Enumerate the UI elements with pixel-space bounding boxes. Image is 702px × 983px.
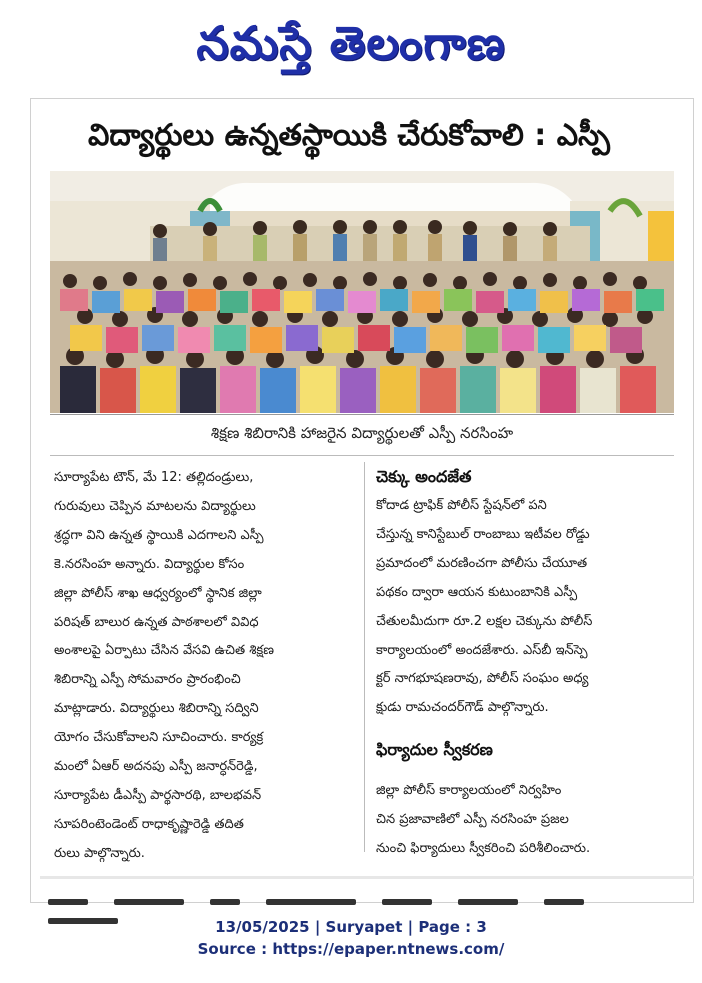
body-line: మాట్లాడారు. విద్యార్థులు శిబిరాన్ని సద్విని	[54, 701, 259, 717]
body-line: పరిషత్ బాలుర ఉన్నత పాఠశాలలో వివిధ	[54, 614, 259, 630]
footer-source-link[interactable]: Source : https://epaper.ntnews.com/	[197, 940, 505, 958]
article-body-right	[376, 462, 672, 864]
body-line: జిల్లా పోలీస్ శాఖ ఆధ్వర్యంలో స్థానిక జిల్లా	[54, 585, 262, 601]
masthead-logo: నమస్తే తెలంగాణ	[196, 16, 506, 70]
article-headline: విద్యార్థులు ఉన్నతస్థాయికి చేరుకోవాలి : ఎస్పీ	[88, 118, 610, 153]
body-line: పథకం ద్వారా ఆయన కుటుంబానికి ఎస్పీ	[376, 584, 578, 600]
body-line: క్షుడు రామచందర్‌గౌడ్ పాల్గొన్నారు.	[376, 700, 549, 716]
body-line: కె.నరసింహ అన్నారు. విద్యార్థుల కోసం	[54, 556, 245, 572]
body-line: అంశాలపై ఏర్పాటు చేసిన వేసవి ఉచిత శిక్షణ	[54, 643, 274, 659]
body-line: రులు పాల్గొన్నారు.	[54, 845, 145, 861]
body-line: చిన ప్రజావాణిలో ఎస్పీ నరసింహ ప్రజల	[376, 812, 569, 828]
body-line: కోదాడ ట్రాఫిక్ పోలీస్ స్టేషన్‌లో పని	[376, 498, 547, 513]
body-line: జిల్లా పోలీస్ కార్యాలయంలో నిర్వహిం	[376, 783, 562, 799]
subheading-complaints: ఫిర్యాదుల స్వీకరణ	[376, 740, 493, 760]
body-line: గురువులు చెప్పిన మాటలను విద్యార్థులు	[54, 498, 256, 514]
body-line: కార్యాలయంలో అందజేశారు. ఎస్‌బీ ఇన్‌స్పె	[376, 642, 588, 658]
body-line: శిబిరాన్ని ఎస్పీ సోమవారం ప్రారంభించి	[54, 672, 241, 688]
subheading-cheque: చెక్కు అందజేత	[376, 467, 472, 486]
caption-divider	[50, 414, 674, 415]
body-line: శ్రద్ధగా విని ఉన్నత స్థాయికి ఎదగాలని ఎస్పీ	[54, 527, 264, 543]
body-line: ప్రమాదంలో మరణించగా పోలీసు చేయూత	[376, 555, 588, 571]
footer-date-edition: 13/05/2025 | Suryapet | Page : 3	[215, 918, 487, 936]
body-line: సూర్యాపేట డీఎస్పీ పార్థసారథి, బాలభవన్	[54, 787, 262, 803]
column-divider	[364, 462, 365, 852]
body-line: సూర్యాపేట టౌన్, మే 12: తల్లిదండ్రులు,	[54, 470, 254, 485]
section-spacer	[376, 765, 672, 777]
article-body-left	[54, 464, 356, 869]
bottom-divider	[40, 876, 694, 879]
body-line: చేతులమీదుగా రూ.2 లక్షల చెక్కును పోలీస్	[376, 613, 593, 629]
body-line: క్టర్ నాగభూషణరావు, పోలీస్ సంఘం అధ్య	[376, 671, 589, 687]
body-line: సూపరింటెండెంట్ రాధాకృష్ణారెడ్డి తదిత	[54, 816, 244, 832]
section-spacer	[376, 723, 672, 735]
group-photo-illustration	[50, 171, 674, 413]
article-photo	[50, 171, 674, 413]
page-footer	[0, 916, 702, 960]
body-line: నుంచి ఫిర్యాదులు స్వీకరించి పరిశీలించారు.	[376, 841, 591, 857]
body-line: యోగం చేసుకోవాలని సూచించారు. కార్యక్ర	[54, 730, 264, 746]
cropped-next-article	[48, 890, 688, 898]
column-top-rule	[50, 455, 674, 456]
body-line: చేస్తున్న కానిస్టేబుల్ రాంబాబు ఇటీవల రోడ్డు	[376, 526, 590, 542]
photo-caption: శిక్షణ శిబిరానికి హాజరైన విద్యార్థులతో ఎస్పీ నరసింహ	[210, 424, 514, 442]
body-line: మంలో ఏఆర్ అదనపు ఎస్పీ జనార్ధన్‌రెడ్డి,	[54, 759, 258, 775]
